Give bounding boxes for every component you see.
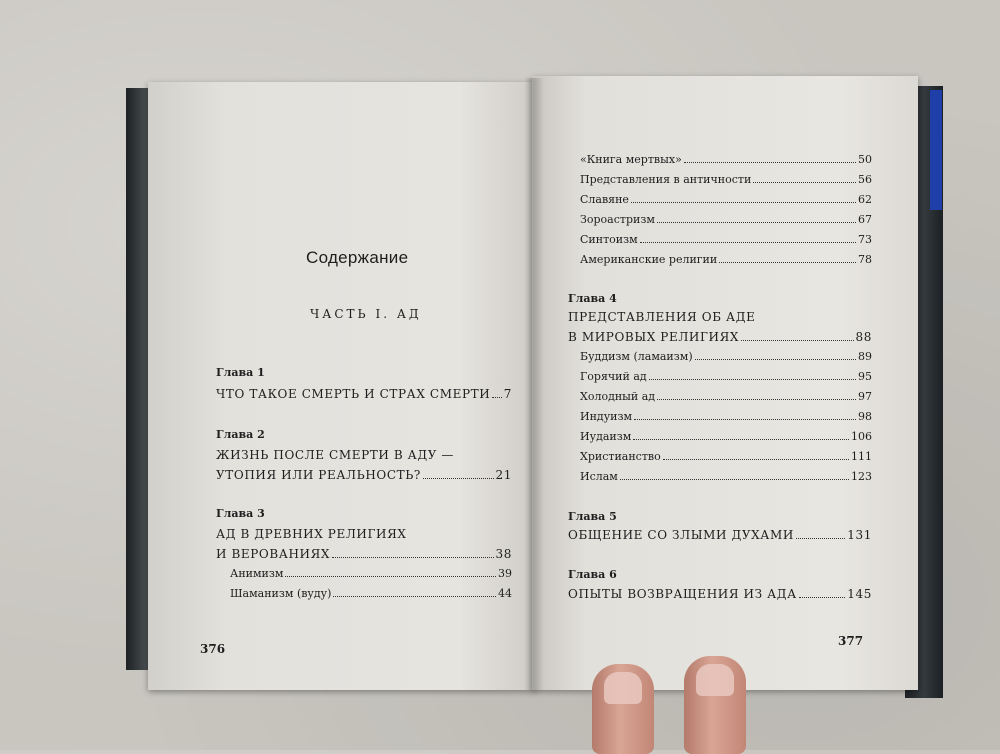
section-title: «Книга мертвых»	[580, 153, 682, 166]
cover-blue-stripe	[930, 90, 942, 210]
section-entry[interactable]	[580, 370, 872, 383]
section-title: Ислам	[580, 470, 618, 483]
section-page: 89	[858, 350, 872, 363]
dot-leader	[657, 222, 856, 223]
section-title: Представления в античности	[580, 173, 752, 186]
chapter-2-page: 21	[495, 468, 512, 482]
section-title: Буддизм (ламаизм)	[580, 350, 693, 363]
chapter-6-page: 145	[847, 587, 872, 601]
part-heading: ЧАСТЬ I. АД	[310, 307, 422, 321]
chapter-4-entry[interactable]	[568, 330, 872, 344]
section-page: 78	[858, 253, 872, 266]
chapter-1-label: Глава 1	[216, 366, 265, 379]
section-entry[interactable]	[230, 587, 512, 600]
section-page: 67	[858, 213, 872, 226]
chapter-3-label: Глава 3	[216, 507, 265, 520]
dot-leader	[649, 379, 856, 380]
section-title: Американские религии	[580, 253, 718, 266]
chapter-5-entry[interactable]	[568, 528, 872, 542]
dot-leader	[631, 202, 856, 203]
section-title: Зороастризм	[580, 213, 655, 226]
dot-leader	[285, 576, 496, 577]
section-title: Анимизм	[230, 567, 284, 580]
chapter-1-entry[interactable]	[216, 387, 512, 401]
section-entry[interactable]	[580, 213, 872, 226]
right-page	[532, 76, 918, 690]
chapter-4-label: Глава 4	[568, 292, 617, 305]
dot-leader	[657, 399, 856, 400]
book-gutter-shadow	[524, 78, 544, 690]
section-page: 95	[858, 370, 872, 383]
section-page: 39	[498, 567, 512, 580]
section-entry[interactable]	[580, 253, 872, 266]
chapter-4-page: 88	[855, 330, 872, 344]
page-number-left: 376	[200, 642, 226, 656]
section-entry[interactable]	[580, 233, 872, 246]
section-title: Христианство	[580, 450, 661, 463]
chapter-1-page: 7	[503, 387, 512, 401]
section-title: Холодный ад	[580, 390, 656, 403]
dot-leader	[799, 597, 845, 598]
section-page: 73	[858, 233, 872, 246]
fingernail-right	[696, 664, 734, 696]
section-entry[interactable]	[580, 470, 872, 483]
dot-leader	[332, 557, 493, 558]
dot-leader	[695, 359, 856, 360]
section-page: 98	[858, 410, 872, 423]
dot-leader	[796, 538, 845, 539]
chapter-4-title-line1: ПРЕДСТАВЛЕНИЯ ОБ АДЕ	[568, 310, 756, 324]
chapter-5-title: ОБЩЕНИЕ СО ЗЛЫМИ ДУХАМИ	[568, 528, 794, 542]
chapter-2-label: Глава 2	[216, 428, 265, 441]
chapter-5-label: Глава 5	[568, 510, 617, 523]
section-entry[interactable]	[580, 350, 872, 363]
section-title: Шаманизм (вуду)	[230, 587, 332, 600]
dot-leader	[753, 182, 856, 183]
section-page: 62	[858, 193, 872, 206]
section-title: Иудаизм	[580, 430, 632, 443]
section-entry[interactable]	[230, 567, 512, 580]
dot-leader	[620, 479, 849, 480]
section-entry[interactable]	[580, 193, 872, 206]
dot-leader	[640, 242, 856, 243]
chapter-2-entry[interactable]	[216, 468, 512, 482]
section-entry[interactable]	[580, 410, 872, 423]
chapter-4-title-line2: В МИРОВЫХ РЕЛИГИЯХ	[568, 330, 740, 344]
section-entry[interactable]	[580, 430, 872, 443]
chapter-5-page: 131	[847, 528, 872, 542]
fingernail-left	[604, 672, 642, 704]
chapter-1-title: ЧТО ТАКОЕ СМЕРТЬ И СТРАХ СМЕРТИ	[216, 387, 491, 401]
section-page: 50	[858, 153, 872, 166]
dot-leader	[634, 419, 856, 420]
chapter-3-page: 38	[495, 547, 512, 561]
chapter-6-label: Глава 6	[568, 568, 617, 581]
chapter-3-title-line2: И ВЕРОВАНИЯХ	[216, 547, 331, 561]
dot-leader	[684, 162, 856, 163]
section-page: 106	[851, 430, 872, 443]
chapter-6-title: ОПЫТЫ ВОЗВРАЩЕНИЯ ИЗ АДА	[568, 587, 797, 601]
chapter-2-title-line2: УТОПИЯ ИЛИ РЕАЛЬНОСТЬ?	[216, 468, 421, 482]
toc-title: Содержание	[306, 248, 409, 267]
section-entry[interactable]	[580, 390, 872, 403]
section-entry[interactable]	[580, 173, 872, 186]
section-page: 111	[851, 450, 872, 463]
dot-leader	[741, 340, 853, 341]
dot-leader	[492, 397, 501, 398]
section-title: Горячий ад	[580, 370, 647, 383]
section-entry[interactable]	[580, 450, 872, 463]
chapter-2-title-line1: ЖИЗНЬ ПОСЛЕ СМЕРТИ В АДУ —	[216, 448, 455, 462]
chapter-3-title-line1: АД В ДРЕВНИХ РЕЛИГИЯХ	[216, 527, 407, 541]
section-page: 44	[498, 587, 512, 600]
left-page	[148, 82, 536, 690]
page-number-right: 377	[838, 634, 864, 648]
chapter-6-entry[interactable]	[568, 587, 872, 601]
section-entry[interactable]	[580, 153, 872, 166]
dot-leader	[423, 478, 494, 479]
section-title: Славяне	[580, 193, 629, 206]
section-page: 97	[858, 390, 872, 403]
dot-leader	[719, 262, 856, 263]
section-page: 56	[858, 173, 872, 186]
dot-leader	[333, 596, 496, 597]
section-page: 123	[851, 470, 872, 483]
dot-leader	[633, 439, 849, 440]
dot-leader	[663, 459, 849, 460]
section-title: Индуизм	[580, 410, 633, 423]
chapter-3-entry[interactable]	[216, 547, 512, 561]
section-title: Синтоизм	[580, 233, 638, 246]
